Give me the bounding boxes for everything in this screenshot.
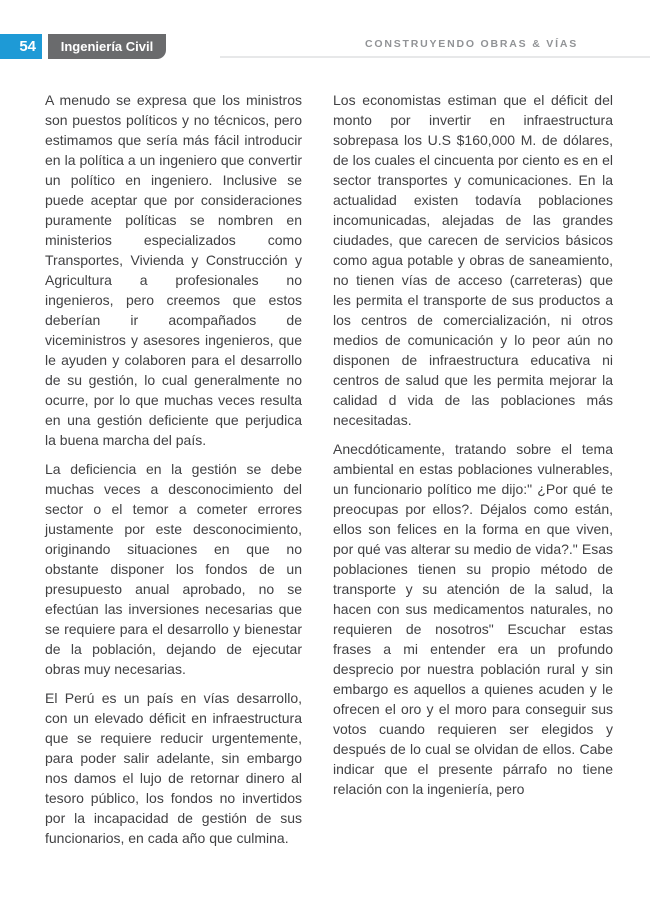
- paragraph: El Perú es un país en vías desarrollo, con un elevado déficit en infraestructura que se requiere reducir urgentemente, para poder salir adelante, sin embargo nos damos el lujo de retornar dinero al tesoro público, los fondos no invertidos por la incapacidad de gestión de sus funcionarios, en cada año que culmina.: [45, 690, 302, 846]
- header-rule: [220, 56, 650, 58]
- two-column-text: [45, 90, 613, 848]
- right-column: [333, 90, 613, 848]
- page-number-badge: 54: [0, 34, 42, 59]
- paragraph: La deficiencia en la gestión se debe muchas veces a desconocimiento del sector o el temor a cometer errores justamente por este desconocimiento, originando situaciones en que no obstante disponer los fondos de un presupuesto anual aprobado, no se efectúan las inversiones necesarias que se requiere para el desarrollo y bienestar de la población, dejando de ejecutar obras muy necesarias.: [45, 461, 302, 677]
- running-title: CONSTRUYENDO OBRAS & VÍAS: [364, 38, 578, 50]
- paragraph: Los economistas estiman que el déficit del monto por invertir en infraestructura sobrepasa los U.S $160,000 M. de dólares, de los cuales el cincuenta por ciento es en el sector transportes y comunicaciones. En la actualidad existen todavía poblaciones incomunicadas, alejadas de las grandes ciudades, que carecen de servicios básicos como agua potable y obras de saneamiento, no tienen vías de acceso (carreteras) que les permita el transporte de sus productos a los centros de comercialización, ni otros medios de comunicación y lo peor aún no disponen de infraestructura educativa ni centros de salud que les permita mejorar la calidad d vida de las poblaciones más necesitadas.: [333, 92, 613, 428]
- page-header: [0, 34, 650, 60]
- left-column: [45, 90, 302, 848]
- paragraph: Anecdóticamente, tratando sobre el tema ambiental en estas poblaciones vulnerables, un funcionario político me dijo:" ¿Por qué te preocupas por ellos?. Déjalos como están, ellos son felices en la forma en que viven, por qué vas alterar su medio de vida?." Esas poblaciones tienen su propio método de transporte y su atención de la salud, la hacen con sus medicamentos naturales, no requieren de nosotros" Escuchar estas frases a mi entender era un profundo desprecio por nuestra población rural y sin embargo es aquellos a quienes acuden y le ofrecen el oro y el moro para conseguir sus votos cuando requieren ser elegidos y después de lo cual se olvidan de ellos. Cabe indicar que el presente párrafo no tiene relación con la ingeniería, pero: [333, 441, 613, 797]
- paragraph: A menudo se expresa que los ministros son puestos políticos y no técnicos, pero estimamos que sería más fácil introducir en la política a un ingeniero que convertir un político en ingeniero. Inclusive se puede aceptar que por consideraciones puramente políticas se nombren en ministerios especializados como Transportes, Vivienda y Construcción y Agricultura a profesionales no ingenieros, pero creemos que estos deberían ir acompañados de viceministros y asesores ingenieros, que le ayuden y colaboren para el desarrollo de su gestión, lo cual generalmente no ocurre, por lo que muchas veces resulta en una gestión deficiente que perjudica la buena marcha del país.: [45, 92, 302, 448]
- chapter-badge: Ingeniería Civil: [48, 34, 166, 59]
